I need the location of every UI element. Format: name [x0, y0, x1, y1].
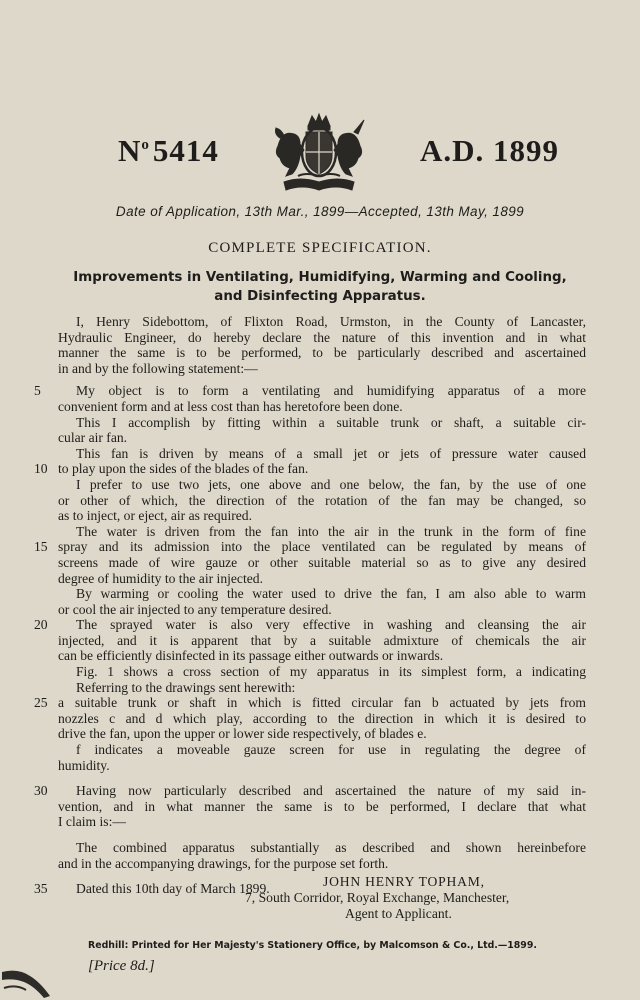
- text-line: or cool the air injected to any temperature desired.: [58, 601, 332, 617]
- printer-imprint: Redhill: Printed for Her Majesty's Stationery Office, by Malcomson & Co., Ltd.—1899.: [88, 940, 537, 951]
- text-line: f indicates a moveable gauze screen for use in regulating the degree of: [76, 742, 586, 758]
- text-line: cular air fan.: [58, 430, 128, 446]
- corner-stamp-mark: [0, 966, 56, 1000]
- paragraph-object: [34, 383, 586, 414]
- specification-body: [34, 314, 586, 897]
- paragraph-spray: [34, 523, 586, 586]
- patent-number: [118, 133, 219, 169]
- text-line: Referring to the drawings sent herewith:: [76, 679, 296, 695]
- number-prefix: N: [118, 133, 142, 168]
- paragraph-claim-intro: [34, 783, 586, 830]
- line-number: 10: [34, 461, 48, 477]
- patent-year: A.D. 1899: [420, 133, 560, 168]
- specification-heading: COMPLETE SPECIFICATION.: [208, 240, 432, 256]
- text-line: spray and its admission into the place ventilated can be regulated by means of: [58, 539, 586, 555]
- text-line: screens made of wire gauze or other suitable material so as to give any desired: [58, 554, 586, 570]
- text-line: nozzles c and d which play, according to the direction in which it is desired to: [58, 710, 586, 726]
- text-line: vention, and in what manner the same is to be performed, I declare that what: [58, 798, 586, 814]
- text-line: I claim is:—: [58, 814, 126, 830]
- paragraph-figure: [58, 664, 586, 680]
- text-line: I prefer to use two jets, one above and one below, the fan, by the use of one: [76, 476, 586, 492]
- text-line: convenient form and at less cost than has heretofore been done.: [58, 398, 403, 414]
- line-number: 35: [34, 881, 48, 897]
- number-suffix: o: [141, 137, 150, 153]
- paragraph-warming: [58, 586, 586, 617]
- text-line: can be efficiently disinfected in its passage either outwards or inwards.: [58, 648, 444, 664]
- text-line: The sprayed water is also very effective in washing and cleansing the air: [76, 617, 586, 633]
- line-number: 15: [34, 539, 48, 555]
- patent-title: [48, 268, 592, 306]
- text-line: to play upon the sides of the blades of the fan.: [58, 461, 309, 477]
- text-line: in and by the following statement:—: [58, 360, 258, 376]
- text-line: By warming or cooling the water used to drive the fan, I am also able to warm: [76, 586, 586, 602]
- text-line: drive the fan, upon the upper or lower side respectively, of blades e.: [58, 726, 427, 742]
- agent-name: JOHN HENRY TOPHAM,: [323, 874, 485, 889]
- text-line: The combined apparatus substantially as described and shown hereinbefore: [76, 840, 586, 855]
- text-line: or other of which, the direction of the rotation of the fan may be changed, so: [58, 492, 586, 508]
- text-line: Fig. 1 shows a cross section of my apparatus in its simplest form, a indicating: [76, 664, 586, 680]
- text-line: This I accomplish by fitting within a suitable trunk or shaft, a suitable cir-: [76, 414, 586, 430]
- paragraph-drawings: [34, 679, 586, 742]
- number-value: 5414: [152, 133, 219, 168]
- paragraph-claim: [58, 840, 586, 871]
- text-line: I, Henry Sidebottom, of Flixton Road, Urmston, in the County of Lancaster,: [76, 314, 586, 329]
- royal-arms-emblem: [270, 112, 368, 196]
- text-line: and in the accompanying drawings, for the purpose set forth.: [58, 855, 389, 871]
- price: [Price 8d.]: [88, 958, 155, 974]
- paragraph-fan: [34, 445, 586, 477]
- text-line: Hydraulic Engineer, do hereby declare the nature of this invention and in what: [58, 329, 586, 345]
- agent-signature: [245, 874, 595, 922]
- line-number: 20: [34, 617, 48, 633]
- text-line: Having now particularly described and ascertained the nature of my said in-: [76, 783, 586, 799]
- text-line: humidity.: [58, 757, 110, 773]
- line-number: 30: [34, 783, 48, 799]
- title-line-2: and Disinfecting Apparatus.: [214, 289, 426, 304]
- line-number: 5: [34, 383, 41, 399]
- paragraph-declaration: [58, 314, 586, 376]
- line-number: 25: [34, 695, 48, 711]
- text-line: This fan is driven by means of a small jet or jets of pressure water caused: [76, 445, 586, 461]
- paragraph-jets: [58, 477, 586, 524]
- text-line: a suitable trunk or shaft in which is fitted circular fan b actuated by jets from: [58, 695, 586, 711]
- paragraph-screen: [58, 742, 586, 773]
- title-line-1: Improvements in Ventilating, Humidifying, Warming and Cooling,: [73, 270, 567, 285]
- text-line: degree of humidity to the air injected.: [58, 570, 263, 586]
- date-line: Dated this 10th day of March 1899.: [76, 881, 270, 897]
- text-line: as to inject, or eject, air as required.: [58, 508, 253, 524]
- text-line: injected, and it is apparent that by a suitable admixture of chemicals the air: [58, 632, 586, 648]
- text-line: The water is driven from the fan into the air in the trunk in the form of fine: [76, 523, 586, 539]
- application-dates: Date of Application, 13th Mar., 1899—Accepted, 13th May, 1899: [115, 204, 525, 219]
- text-line: manner the same is to be performed, to be particularly described and ascertained: [58, 345, 586, 361]
- agent-address: 7, South Corridor, Royal Exchange, Manchester,: [245, 890, 510, 905]
- agent-role: Agent to Applicant.: [345, 906, 452, 921]
- paragraph-accomplish: [58, 415, 586, 446]
- text-line: My object is to form a ventilating and humidifying apparatus of a more: [76, 383, 586, 399]
- paragraph-disinfecting: [34, 617, 586, 664]
